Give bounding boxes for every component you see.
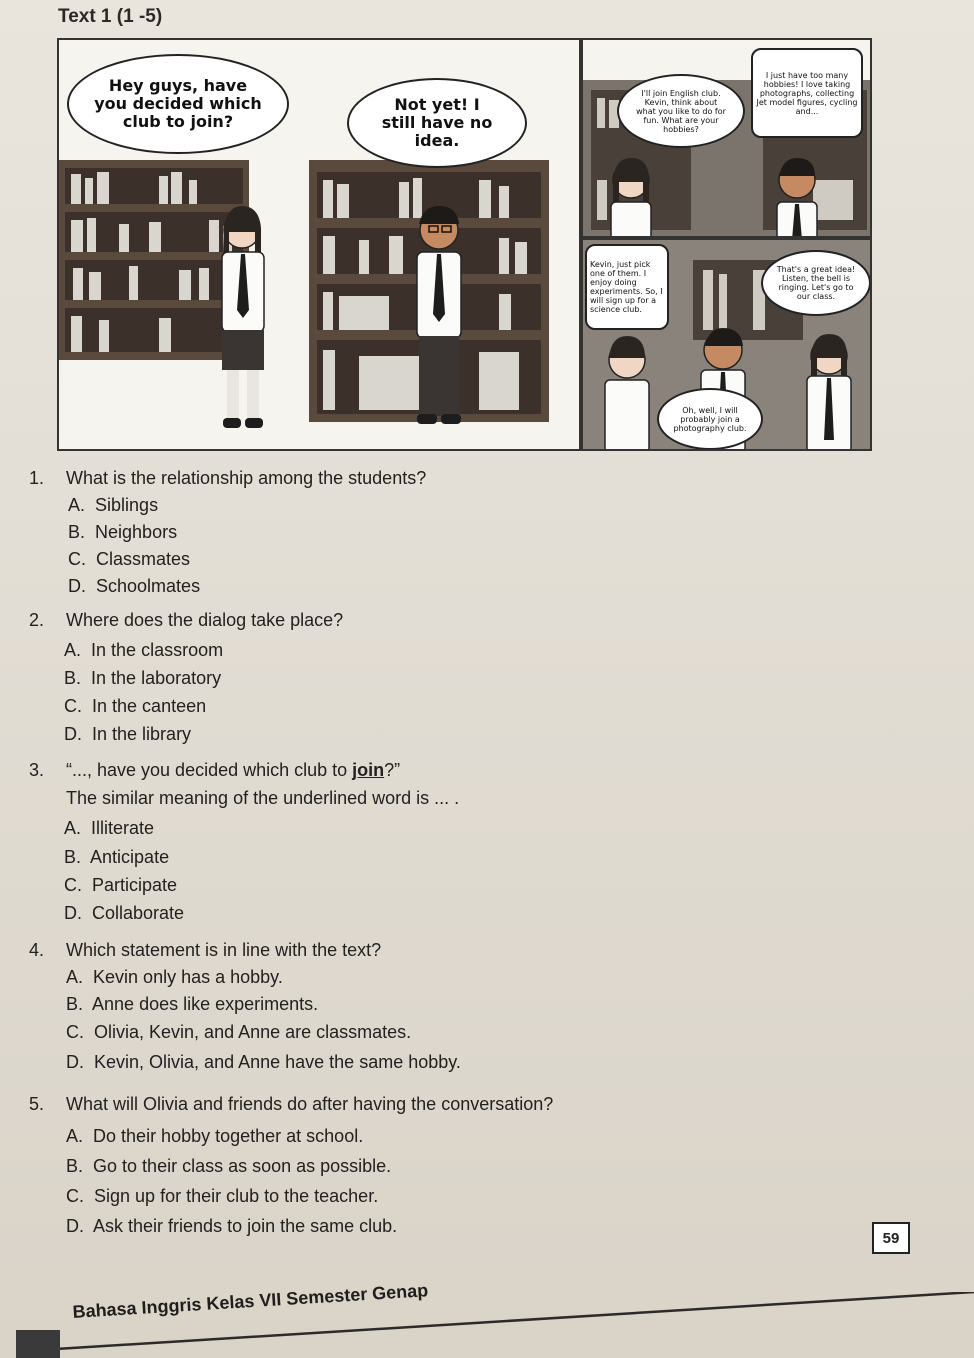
q5-option-d[interactable]: D. Ask their friends to join the same club. — [66, 1216, 398, 1236]
question-text: What will Olivia and friends do after having the conversation? — [66, 1094, 554, 1114]
q4-option-d[interactable]: D. Kevin, Olivia, and Anne have the same hobby. — [66, 1052, 461, 1072]
speech-bubble-bell-ringing: That's a great idea! Listen, the bell is ringing. Let's go to our class. — [761, 250, 871, 316]
question-number: 5. — [29, 1094, 45, 1114]
question-number: 2. — [29, 610, 45, 630]
question-number: 3. — [29, 760, 45, 780]
comic-strip — [57, 38, 872, 451]
comic-panel-1 — [57, 38, 581, 451]
q4-option-b[interactable]: B. Anne does like experiments. — [66, 994, 319, 1014]
question-number: 1. — [29, 468, 45, 488]
q2-option-b[interactable]: B. In the laboratory — [64, 668, 222, 688]
question-1 — [29, 468, 427, 489]
question-3-line-2: The similar meaning of the underlined word is ... . — [66, 788, 460, 808]
q1-option-a[interactable]: A. Siblings — [68, 495, 159, 515]
question-3 — [29, 760, 401, 781]
comic-panel-2 — [581, 38, 872, 238]
question-5 — [29, 1094, 554, 1115]
q3-option-a[interactable]: A. Illiterate — [64, 818, 155, 838]
q3-option-b[interactable]: B. Anticipate — [64, 847, 170, 867]
speech-bubble-english-club: I'll join English club. Kevin, think about what you like to do for fun. What are your hobbies? — [617, 74, 745, 148]
speech-bubble-many-hobbies: I just have too many hobbies! I love taking photographs, collecting Jet model figures, cycling and... — [751, 48, 863, 138]
question-text: Where does the dialog take place? — [66, 610, 344, 630]
q2-option-c[interactable]: C. In the canteen — [64, 696, 207, 716]
q5-option-a[interactable]: A. Do their hobby together at school. — [66, 1126, 364, 1146]
question-text-before: “..., have you decided which club to — [66, 760, 353, 780]
q2-option-d[interactable]: D. In the library — [64, 724, 192, 744]
question-text: Which statement is in line with the text? — [66, 940, 382, 960]
question-text-after: ?” — [384, 760, 401, 780]
footer-bar-decoration — [16, 1330, 60, 1358]
q1-option-c[interactable]: C. Classmates — [68, 549, 191, 569]
speech-bubble-science-club: Kevin, just pick one of them. I enjoy doing experiments. So, I will sign up for a science club. — [585, 244, 669, 330]
text-title: Text 1 (1 -5) — [58, 6, 163, 27]
book-title-footer: Bahasa Inggris Kelas VII Semester Genap — [72, 1280, 429, 1322]
q5-option-b[interactable]: B. Go to their class as soon as possible. — [66, 1156, 392, 1176]
q2-option-a[interactable]: A. In the classroom — [64, 640, 224, 660]
question-2 — [29, 610, 344, 631]
q5-option-c[interactable]: C. Sign up for their club to the teacher. — [66, 1186, 379, 1206]
comic-panel-3 — [581, 238, 872, 451]
speech-bubble-hey: Hey guys, have you decided which club to join? — [67, 54, 289, 154]
q4-option-a[interactable]: A. Kevin only has a hobby. — [66, 967, 283, 987]
speech-bubble-not-yet: Not yet! I still have no idea. — [347, 78, 527, 168]
q3-option-d[interactable]: D. Collaborate — [64, 903, 185, 923]
q3-option-c[interactable]: C. Participate — [64, 875, 178, 895]
question-number: 4. — [29, 940, 45, 960]
q1-option-b[interactable]: B. Neighbors — [68, 522, 178, 542]
q1-option-d[interactable]: D. Schoolmates — [68, 576, 201, 596]
q4-option-c[interactable]: C. Olivia, Kevin, and Anne are classmates. — [66, 1022, 412, 1042]
question-text: What is the relationship among the students? — [66, 468, 427, 488]
question-4 — [29, 940, 382, 961]
page-number: 59 — [872, 1222, 910, 1254]
speech-bubble-photography-club: Oh, well, I will probably join a photography club. — [657, 388, 763, 450]
underlined-word: join — [352, 760, 385, 780]
